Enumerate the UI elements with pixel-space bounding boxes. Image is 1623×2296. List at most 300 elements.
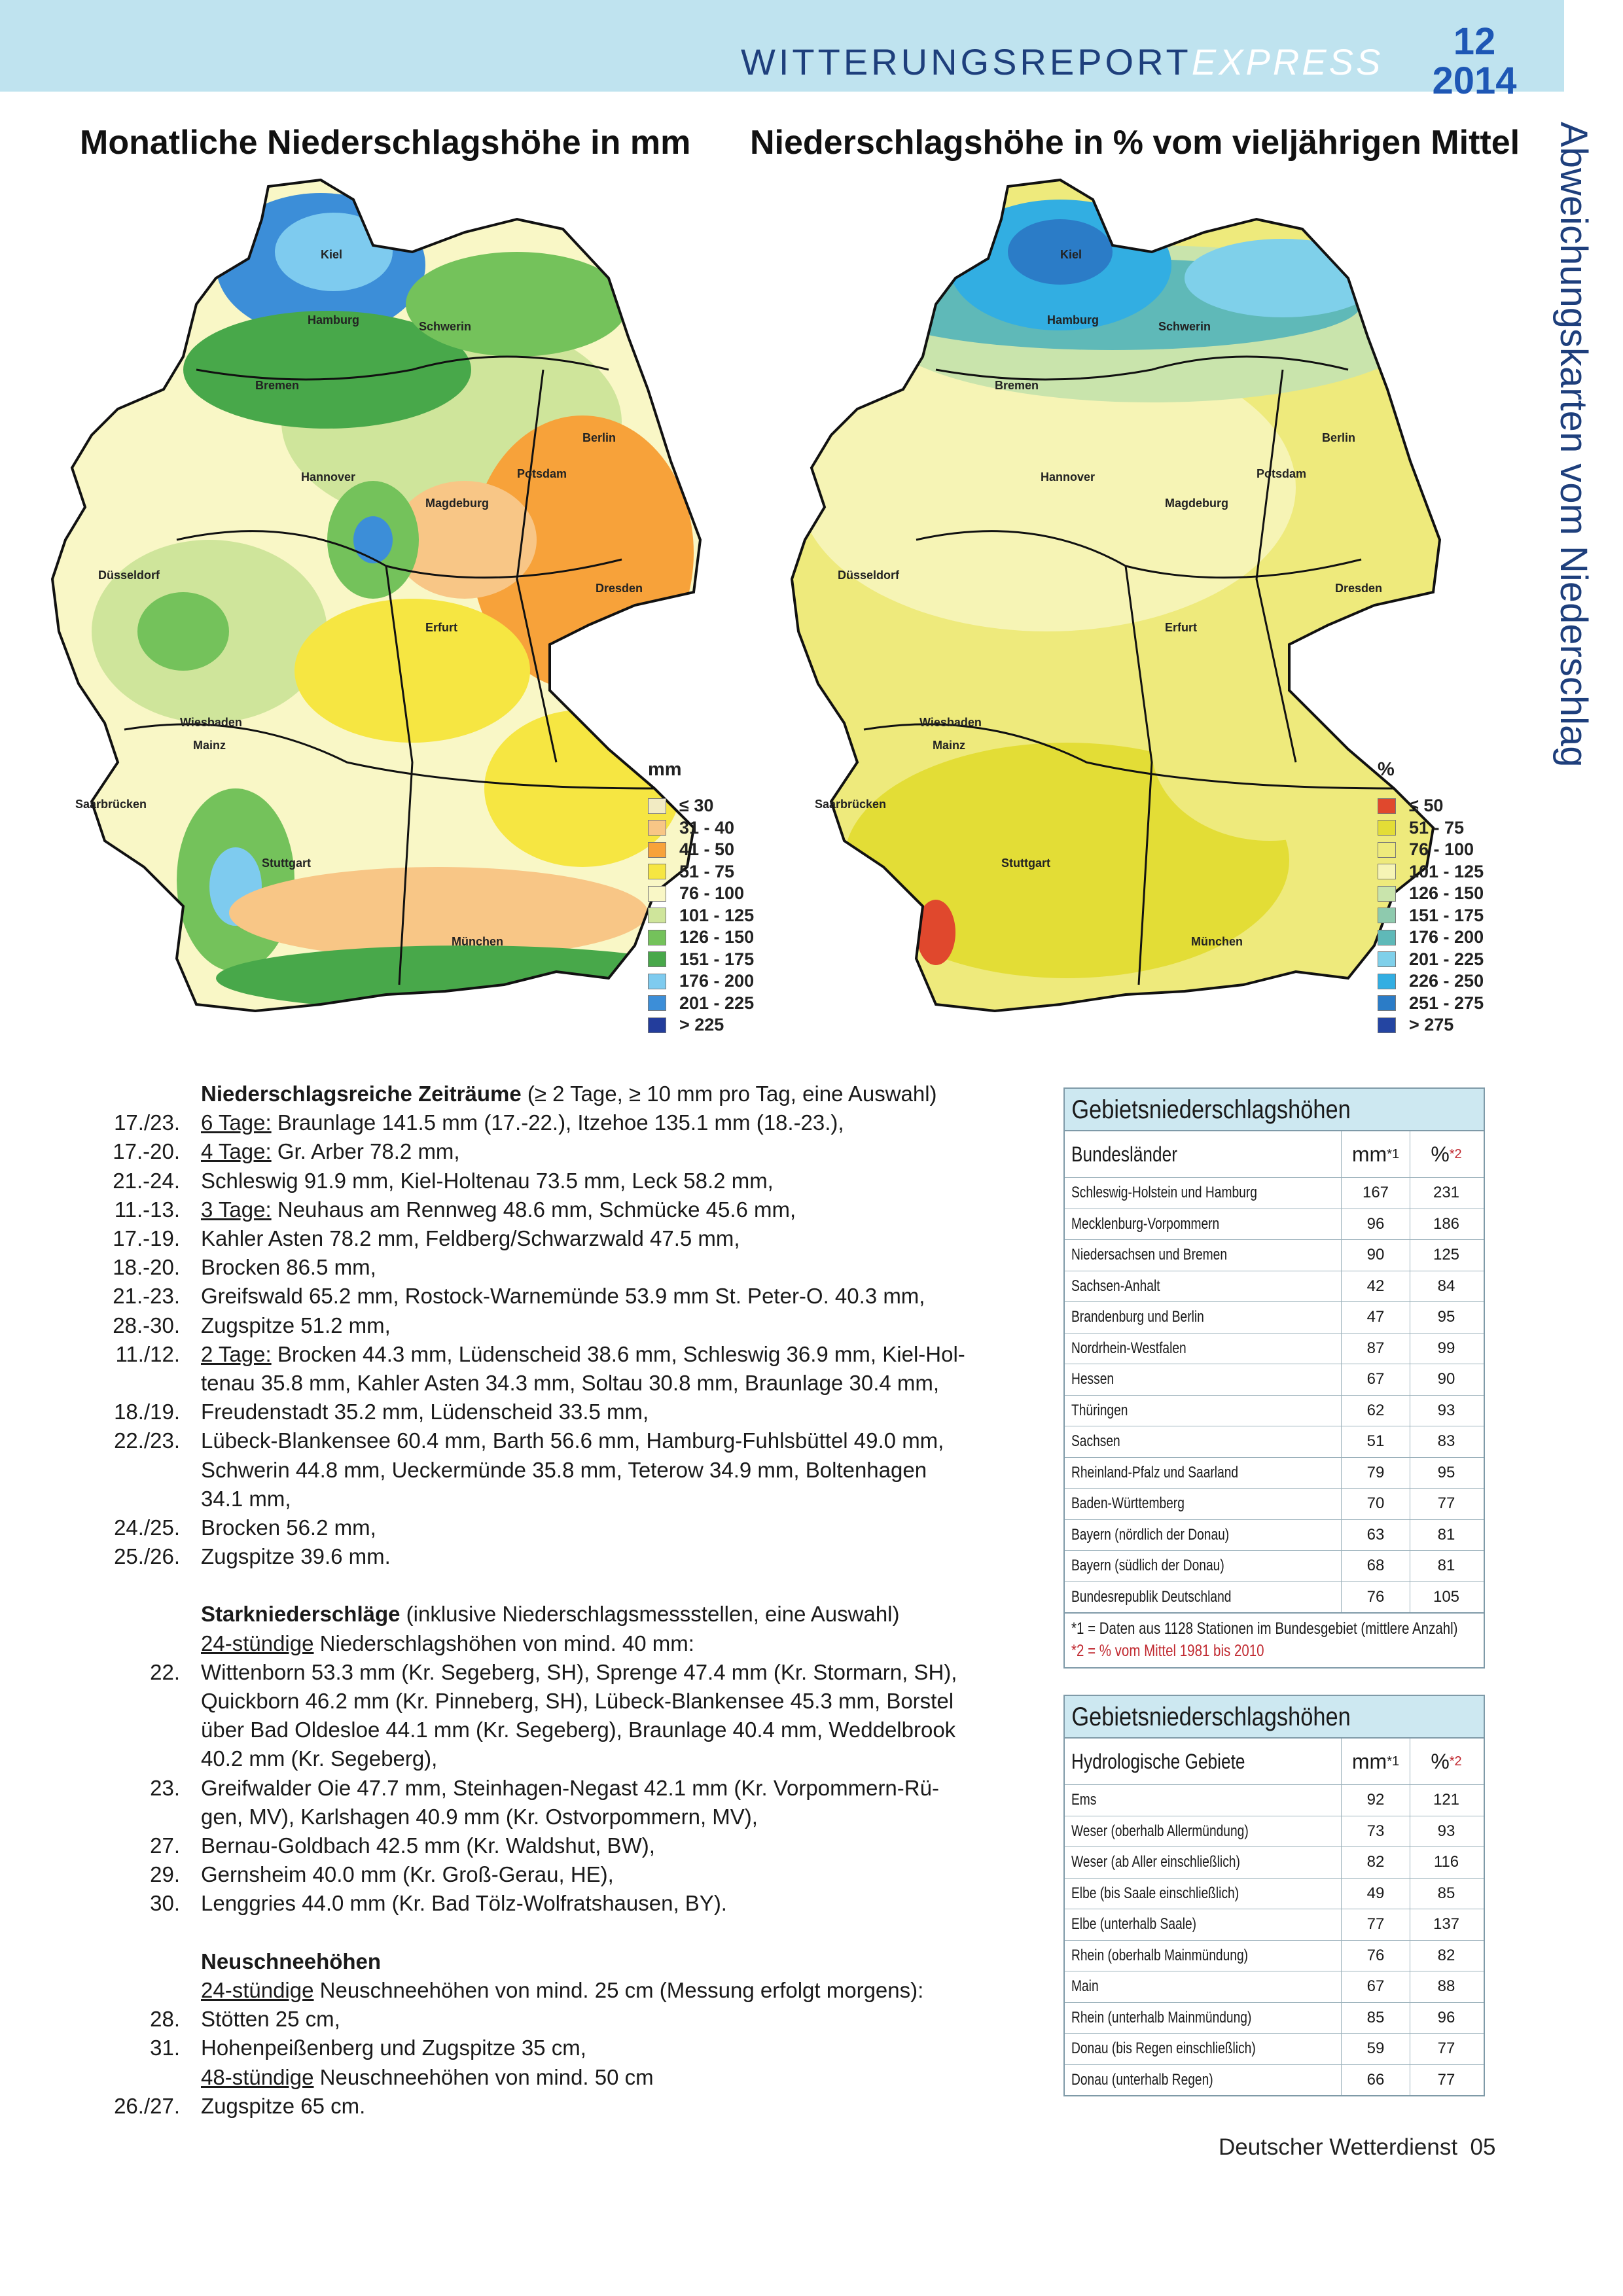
table-hydro-col3-sup: *2 <box>1449 1754 1462 1769</box>
legend-row <box>648 993 754 1015</box>
event-line <box>98 1340 1047 1369</box>
city-label-magdeburg-left: Magdeburg <box>425 497 489 510</box>
report-title-main: WITTERUNGSREPORT <box>741 41 1192 82</box>
table-hydro-header <box>1065 1737 1484 1784</box>
legend-row <box>1378 839 1484 861</box>
precip-mm-cell: 59 <box>1341 2034 1410 2064</box>
table-row <box>1065 1426 1484 1457</box>
report-title <box>741 41 1383 83</box>
table-states-note2: *2 = % vom Mittel 1981 bis 2010 <box>1071 1642 1264 1660</box>
legend-row <box>648 861 754 883</box>
legend-label: ≤ 30 <box>679 796 714 816</box>
precip-pct-cell: 137 <box>1410 1909 1482 1940</box>
precip-pct-cell: 85 <box>1410 1879 1482 1909</box>
precip-pct-cell: 96 <box>1410 2003 1482 2034</box>
event-date: 18./19. <box>114 1400 180 1424</box>
event-text: Gr. Arber 78.2 mm, <box>271 1139 460 1164</box>
event-text: tenau 35.8 mm, Kahler Asten 34.3 mm, Soltau 30.8 mm, Braunlage 30.4 mm, <box>201 1371 940 1396</box>
section3-heading: Neuschneehöhen <box>201 1949 382 1973</box>
precip-mm-cell: 63 <box>1341 1520 1410 1551</box>
precip-mm-cell: 167 <box>1341 1178 1410 1209</box>
region-name: Main <box>1071 1977 1099 1996</box>
section1-note: (≥ 2 Tage, ≥ 10 mm pro Tag, eine Auswahl) <box>521 1082 937 1106</box>
precip-mm-cell: 76 <box>1341 1582 1410 1613</box>
precip-pct-cell: 82 <box>1410 1941 1482 1971</box>
city-label-saarbruecken-right: Saarbrücken <box>815 798 887 811</box>
table-row <box>1065 1581 1484 1613</box>
region-name: Elbe (unterhalb Saale) <box>1071 1915 1197 1934</box>
issue-block <box>1425 22 1524 101</box>
map-title-right: Niederschlagshöhe in % vom vieljährigen Mittel <box>750 124 1520 162</box>
table-row <box>1065 1846 1484 1878</box>
legend-label: 101 - 125 <box>1409 861 1484 881</box>
precip-mm-cell: 82 <box>1341 1847 1410 1878</box>
event-date: 21.-23. <box>113 1284 180 1309</box>
region-name: Bundesrepublik Deutschland <box>1071 1587 1232 1606</box>
event-text: Lenggries 44.0 mm (Kr. Bad Tölz-Wolfratshausen, BY). <box>201 1891 727 1916</box>
event-text: Schleswig 91.9 mm, Kiel-Holtenau 73.5 mm, Leck 58.2 mm, <box>201 1168 774 1193</box>
page-footer <box>1219 2134 1495 2161</box>
precip-mm-cell: 77 <box>1341 1909 1410 1940</box>
table-row <box>1065 1909 1484 1940</box>
legend-label: ≤ 50 <box>1409 796 1444 816</box>
table-hydro-col1: Hydrologische Gebiete <box>1071 1749 1245 1773</box>
event-text: über Bad Oldesloe 44.1 mm (Kr. Segeberg), Braunlage 40.4 mm, Weddelbrook <box>201 1718 956 1742</box>
event-line <box>98 1744 1047 1773</box>
table-row <box>1065 1550 1484 1581</box>
event-line <box>98 1485 1047 1513</box>
city-label-schwerin-left: Schwerin <box>419 320 472 333</box>
legend-row <box>1378 795 1484 817</box>
precip-pct-cell: 88 <box>1410 1971 1482 2002</box>
event-line <box>98 1369 1047 1398</box>
region-name: Mecklenburg-Vorpommern <box>1071 1214 1220 1233</box>
city-label-saarbruecken-left: Saarbrücken <box>75 798 147 811</box>
event-line <box>98 1137 1047 1166</box>
legend-swatch <box>1378 908 1396 923</box>
event-text: 34.1 mm, <box>201 1486 291 1511</box>
table-row <box>1065 1519 1484 1551</box>
legend-swatch <box>1378 930 1396 945</box>
event-date: 29. <box>150 1862 180 1887</box>
precip-pct-cell: 95 <box>1410 1302 1482 1333</box>
event-date: 31. <box>150 2036 180 2060</box>
table-row <box>1065 1878 1484 1909</box>
event-text: Zugspitze 51.2 mm, <box>201 1313 391 1337</box>
event-date: 28.-30. <box>113 1313 180 1337</box>
legend-label: 76 - 100 <box>679 883 745 904</box>
city-label-potsdam-left: Potsdam <box>517 467 567 480</box>
legend-swatch <box>648 798 666 814</box>
table-row <box>1065 1395 1484 1426</box>
legend-row <box>1378 905 1484 927</box>
precip-pct-cell: 90 <box>1410 1364 1482 1395</box>
legend-label: 51 - 75 <box>1409 817 1465 838</box>
region-name: Weser (oberhalb Allermündung) <box>1071 1822 1249 1840</box>
legend-swatch <box>1378 974 1396 989</box>
city-label-wiesbaden-right: Wiesbaden <box>919 716 982 729</box>
table-states <box>1063 1087 1485 1669</box>
table-states-notes <box>1065 1612 1484 1667</box>
precip-mm-cell: 90 <box>1341 1240 1410 1271</box>
table-row <box>1065 2033 1484 2064</box>
event-text: Brocken 44.3 mm, Lüdenscheid 38.6 mm, Schleswig 36.9 mm, Kiel-Hol- <box>271 1341 965 1366</box>
table-row <box>1065 1239 1484 1271</box>
event-line <box>98 1195 1047 1224</box>
event-text: Brocken 86.5 mm, <box>201 1255 376 1280</box>
region-name: Sachsen-Anhalt <box>1071 1277 1160 1295</box>
city-label-dresden-right: Dresden <box>1335 582 1383 595</box>
precip-mm-cell: 68 <box>1341 1551 1410 1581</box>
table-row <box>1065 1301 1484 1333</box>
precip-mm-cell: 66 <box>1341 2065 1410 2096</box>
event-text: Braunlage 141.5 mm (17.-22.), Itzehoe 135.1 mm (18.-23.), <box>271 1110 844 1135</box>
issue-number: 12 <box>1453 20 1496 63</box>
table-row <box>1065 1177 1484 1209</box>
region-name: Sachsen <box>1071 1432 1120 1451</box>
side-title <box>1530 122 1609 768</box>
precip-pct-cell: 93 <box>1410 1396 1482 1426</box>
precip-pct-cell: 105 <box>1410 1582 1482 1613</box>
legend-pct <box>1378 759 1484 1036</box>
city-label-magdeburg-right: Magdeburg <box>1165 497 1228 510</box>
city-label-hamburg-right: Hamburg <box>1047 313 1099 327</box>
event-text: Gernsheim 40.0 mm (Kr. Groß-Gerau, HE), <box>201 1862 614 1887</box>
event-line <box>98 1311 1047 1340</box>
city-label-kiel-left: Kiel <box>321 248 343 261</box>
legend-row <box>1378 993 1484 1015</box>
table-row <box>1065 1364 1484 1395</box>
legend-swatch <box>648 842 666 858</box>
region-name: Niedersachsen und Bremen <box>1071 1246 1228 1264</box>
legend-swatch <box>648 974 666 989</box>
event-text: Schwerin 44.8 mm, Ueckermünde 35.8 mm, Teterow 34.9 mm, Boltenhagen <box>201 1457 927 1482</box>
legend-row <box>648 949 754 971</box>
legend-swatch <box>1378 1017 1396 1033</box>
precip-pct-cell: 77 <box>1410 1489 1482 1519</box>
legend-row <box>648 883 754 905</box>
event-text: Bernau-Goldbach 42.5 mm (Kr. Waldshut, BW), <box>201 1833 655 1858</box>
event-date: 28. <box>150 2007 180 2032</box>
precip-mm-cell: 73 <box>1341 1816 1410 1847</box>
legend-swatch <box>1378 798 1396 814</box>
event-line <box>98 1658 1047 1687</box>
event-text: Greifswald 65.2 mm, Rostock-Warnemünde 53.9 mm St. Peter-O. 40.3 mm, <box>201 1284 925 1309</box>
table-row <box>1065 1209 1484 1240</box>
footer-page-number: 05 <box>1470 2134 1496 2160</box>
precip-mm-cell: 67 <box>1341 1971 1410 2002</box>
city-label-duesseldorf-left: Düsseldorf <box>98 569 160 582</box>
section3-heading-line <box>98 1947 1047 1976</box>
legend-label: 251 - 275 <box>1409 993 1484 1013</box>
precip-pct-cell: 186 <box>1410 1209 1482 1240</box>
section1-heading-line <box>98 1080 1047 1108</box>
section3-sub2: Neuschneehöhen von mind. 50 cm <box>313 2064 654 2089</box>
precip-pct-cell: 81 <box>1410 1520 1482 1551</box>
event-date: 30. <box>150 1891 180 1916</box>
legend-label: 201 - 225 <box>679 993 755 1013</box>
region-name: Nordrhein-Westfalen <box>1071 1339 1186 1357</box>
event-date: 17.-19. <box>113 1226 180 1251</box>
precip-mm-cell: 87 <box>1341 1333 1410 1364</box>
events-text <box>98 1080 1047 2121</box>
legend-label: 151 - 175 <box>1409 905 1484 925</box>
legend-row <box>648 1014 754 1036</box>
legend-swatch <box>648 995 666 1011</box>
event-line <box>98 1253 1047 1282</box>
city-label-muenchen-left: München <box>452 935 503 948</box>
table-hydro-col2: mm <box>1351 1749 1387 1773</box>
precip-pct-cell: 99 <box>1410 1333 1482 1364</box>
legend-row <box>1378 949 1484 971</box>
region-name: Elbe (bis Saale einschließlich) <box>1071 1884 1240 1902</box>
section2-note: (inklusive Niederschlagsmessstellen, eine Auswahl) <box>400 1602 900 1627</box>
event-line <box>98 1513 1047 1542</box>
event-date: 17.-20. <box>113 1139 180 1164</box>
event-text: Brocken 56.2 mm, <box>201 1515 376 1540</box>
event-text: Kahler Asten 78.2 mm, Feldberg/Schwarzwald 47.5 mm, <box>201 1226 740 1251</box>
legend-row <box>1378 970 1484 993</box>
legend-swatch <box>648 820 666 836</box>
event-line <box>98 1889 1047 1918</box>
event-text: Zugspitze 65 cm. <box>201 2093 366 2118</box>
precip-pct-cell: 231 <box>1410 1178 1482 1209</box>
section3-sub1: Neuschneehöhen von mind. 25 cm (Messung erfolgt morgens): <box>313 1977 924 2002</box>
legend-row <box>1378 883 1484 905</box>
legend-label: 176 - 200 <box>679 971 755 991</box>
table-row <box>1065 1940 1484 1971</box>
event-line <box>98 1860 1047 1889</box>
section2-heading-line <box>98 1600 1047 1629</box>
city-label-berlin-left: Berlin <box>582 431 616 444</box>
event-line <box>98 2005 1047 2034</box>
precip-pct-cell: 84 <box>1410 1271 1482 1302</box>
precip-mm-cell: 76 <box>1341 1941 1410 1971</box>
table-hydro-caption: Gebietsniederschlagshöhen <box>1071 1703 1351 1731</box>
event-date: 22. <box>150 1659 180 1684</box>
legend-swatch <box>648 886 666 902</box>
region-name: Thüringen <box>1071 1401 1128 1419</box>
event-date: 18.-20. <box>113 1255 180 1280</box>
section2-sub-line <box>98 1629 1047 1658</box>
event-line <box>98 1167 1047 1195</box>
precip-pct-cell: 81 <box>1410 1551 1482 1581</box>
report-title-suffix: EXPRESS <box>1191 41 1383 82</box>
city-label-erfurt-right: Erfurt <box>1165 621 1197 634</box>
map-title-left: Monatliche Niederschlagshöhe in mm <box>80 124 691 162</box>
event-text: Stötten 25 cm, <box>201 2007 340 2032</box>
legend-swatch <box>1378 820 1396 836</box>
legend-label: 76 - 100 <box>1409 839 1474 860</box>
legend-swatch <box>1378 864 1396 879</box>
precip-mm-cell: 70 <box>1341 1489 1410 1519</box>
city-label-hamburg-left: Hamburg <box>308 313 360 327</box>
precip-pct-cell: 121 <box>1410 1785 1482 1816</box>
city-label-dresden-left: Dresden <box>596 582 643 595</box>
event-text: Wittenborn 53.3 mm (Kr. Segeberg, SH), Sprenge 47.4 mm (Kr. Stormarn, SH), <box>201 1659 957 1684</box>
city-label-potsdam-right: Potsdam <box>1257 467 1307 480</box>
table-states-note1: *1 = Daten aus 1128 Stationen im Bundesgebiet (mittlere Anzahl) <box>1071 1619 1458 1638</box>
city-label-wiesbaden-left: Wiesbaden <box>180 716 242 729</box>
legend-row <box>1378 861 1484 883</box>
precip-mm-cell: 62 <box>1341 1396 1410 1426</box>
event-line <box>98 1803 1047 1831</box>
section3-sub1-underlined: 24-stündige <box>201 1977 314 2002</box>
precip-mm-cell: 85 <box>1341 2003 1410 2034</box>
precip-mm-cell: 79 <box>1341 1458 1410 1489</box>
legend-label: 51 - 75 <box>679 861 735 881</box>
event-line <box>98 1831 1047 1860</box>
event-line <box>98 2034 1047 2062</box>
region-name: Donau (bis Regen einschließlich) <box>1071 2040 1256 2058</box>
event-date: 21.-24. <box>113 1168 180 1193</box>
region-name: Baden-Württemberg <box>1071 1494 1185 1513</box>
city-label-duesseldorf-right: Düsseldorf <box>838 569 900 582</box>
precip-pct-cell: 93 <box>1410 1816 1482 1847</box>
region-name: Donau (unterhalb Regen) <box>1071 2070 1213 2089</box>
event-text: Quickborn 46.2 mm (Kr. Pinneberg, SH), Lübeck-Blankensee 45.3 mm, Borstel <box>201 1689 954 1714</box>
region-name: Rheinland-Pfalz und Saarland <box>1071 1463 1239 1481</box>
precip-mm-cell: 96 <box>1341 1209 1410 1240</box>
legend-label: > 275 <box>1409 1015 1454 1035</box>
precip-mm-cell: 42 <box>1341 1271 1410 1302</box>
city-label-stuttgart-left: Stuttgart <box>262 857 311 870</box>
precip-mm-cell: 51 <box>1341 1426 1410 1457</box>
region-name: Brandenburg und Berlin <box>1071 1308 1204 1326</box>
table-row <box>1065 1333 1484 1364</box>
legend-swatch <box>648 930 666 945</box>
event-duration: 4 Tage: <box>201 1139 272 1164</box>
event-text: Freudenstadt 35.2 mm, Lüdenscheid 33.5 mm, <box>201 1400 649 1424</box>
event-line <box>98 1224 1047 1253</box>
legend-label: > 225 <box>679 1015 724 1035</box>
precip-pct-cell: 95 <box>1410 1458 1482 1489</box>
legend-row <box>1378 927 1484 949</box>
event-text: Hohenpeißenberg und Zugspitze 35 cm, <box>201 2036 586 2060</box>
table-states-col2: mm <box>1351 1142 1387 1166</box>
city-label-stuttgart-right: Stuttgart <box>1001 857 1050 870</box>
region-name: Rhein (oberhalb Mainmündung) <box>1071 1946 1249 1964</box>
legend-row <box>1378 1014 1484 1036</box>
legend-mm <box>648 759 754 1036</box>
table-row <box>1065 1271 1484 1302</box>
section2-sub: Niederschlagshöhen von mind. 40 mm: <box>313 1631 694 1655</box>
city-label-mainz-right: Mainz <box>933 739 966 752</box>
region-name: Weser (ab Aller einschließlich) <box>1071 1853 1240 1871</box>
city-label-bremen-right: Bremen <box>995 379 1039 392</box>
legend-swatch <box>1378 886 1396 902</box>
table-hydro-col2-sup: *1 <box>1387 1754 1400 1769</box>
legend-label: 31 - 40 <box>679 817 735 838</box>
legend-pct-unit: % <box>1378 759 1395 780</box>
section2-heading: Starkniederschläge <box>201 1602 401 1627</box>
footer-publisher: Deutscher Wetterdienst <box>1219 2134 1458 2160</box>
table-row <box>1065 1784 1484 1816</box>
city-label-muenchen-right: München <box>1191 935 1243 948</box>
table-row <box>1065 1457 1484 1489</box>
city-label-berlin-right: Berlin <box>1322 431 1356 444</box>
table-states-header <box>1065 1130 1484 1177</box>
event-line <box>98 1108 1047 1137</box>
event-date: 27. <box>150 1833 180 1858</box>
precip-pct-cell: 77 <box>1410 2034 1482 2064</box>
region-name: Ems <box>1071 1791 1097 1809</box>
event-line <box>98 1774 1047 1803</box>
event-date: 25./26. <box>114 1544 180 1569</box>
event-text: 40.2 mm (Kr. Segeberg), <box>201 1746 438 1771</box>
event-line <box>98 1542 1047 1571</box>
precip-pct-cell: 116 <box>1410 1847 1482 1878</box>
city-label-erfurt-left: Erfurt <box>425 621 457 634</box>
event-date: 23. <box>150 1775 180 1800</box>
city-label-mainz-left: Mainz <box>193 739 226 752</box>
issue-year: 2014 <box>1432 60 1517 102</box>
legend-label: 126 - 150 <box>1409 883 1484 904</box>
legend-row <box>648 795 754 817</box>
legend-mm-unit: mm <box>648 759 682 780</box>
legend-row <box>648 817 754 839</box>
legend-row <box>648 970 754 993</box>
precip-mm-cell: 49 <box>1341 1879 1410 1909</box>
event-duration: 3 Tage: <box>201 1197 272 1222</box>
table-states-caption: Gebietsniederschlagshöhen <box>1071 1095 1351 1124</box>
side-title-text: Abweichungskarten vom Niederschlag <box>1552 122 1595 768</box>
event-line <box>98 1687 1047 1716</box>
precip-mm-cell: 67 <box>1341 1364 1410 1395</box>
section2-sub-underlined: 24-stündige <box>201 1631 314 1655</box>
event-text: Zugspitze 39.6 mm. <box>201 1544 391 1569</box>
table-row <box>1065 1816 1484 1847</box>
region-name: Hessen <box>1071 1370 1115 1388</box>
table-row <box>1065 2064 1484 2096</box>
legend-swatch <box>648 951 666 967</box>
legend-row <box>648 839 754 861</box>
region-name: Bayern (südlich der Donau) <box>1071 1557 1224 1575</box>
section3-sub1-line <box>98 1976 1047 2005</box>
event-line <box>98 1716 1047 1744</box>
legend-swatch <box>648 1017 666 1033</box>
section3-sub2-underlined: 48-stündige <box>201 2064 314 2089</box>
legend-row <box>648 905 754 927</box>
region-name: Bayern (nördlich der Donau) <box>1071 1525 1230 1544</box>
legend-swatch <box>1378 842 1396 858</box>
event-text: Greifwalder Oie 47.7 mm, Steinhagen-Negast 42.1 mm (Kr. Vorpommern-Rü- <box>201 1775 939 1800</box>
legend-row <box>1378 817 1484 839</box>
event-line <box>98 1282 1047 1311</box>
event-line <box>98 2092 1047 2121</box>
city-label-hannover-left: Hannover <box>301 470 356 484</box>
legend-label: 101 - 125 <box>679 905 755 925</box>
table-row <box>1065 2002 1484 2034</box>
event-date: 11./12. <box>115 1341 180 1366</box>
event-date: 26./27. <box>114 2093 180 2118</box>
precip-mm-cell: 92 <box>1341 1785 1410 1816</box>
city-label-bremen-left: Bremen <box>255 379 300 392</box>
table-row <box>1065 1488 1484 1519</box>
event-duration: 2 Tage: <box>201 1341 272 1366</box>
precip-pct-cell: 77 <box>1410 2065 1482 2096</box>
table-states-col2-sup: *1 <box>1387 1146 1400 1161</box>
table-row <box>1065 1971 1484 2002</box>
legend-label: 201 - 225 <box>1409 949 1484 969</box>
precip-mm-cell: 47 <box>1341 1302 1410 1333</box>
event-line <box>98 1398 1047 1426</box>
table-states-col1: Bundesländer <box>1071 1142 1177 1166</box>
table-states-col3-sup: *2 <box>1449 1146 1462 1161</box>
legend-swatch <box>648 908 666 923</box>
event-date: 24./25. <box>114 1515 180 1540</box>
legend-swatch <box>648 864 666 879</box>
